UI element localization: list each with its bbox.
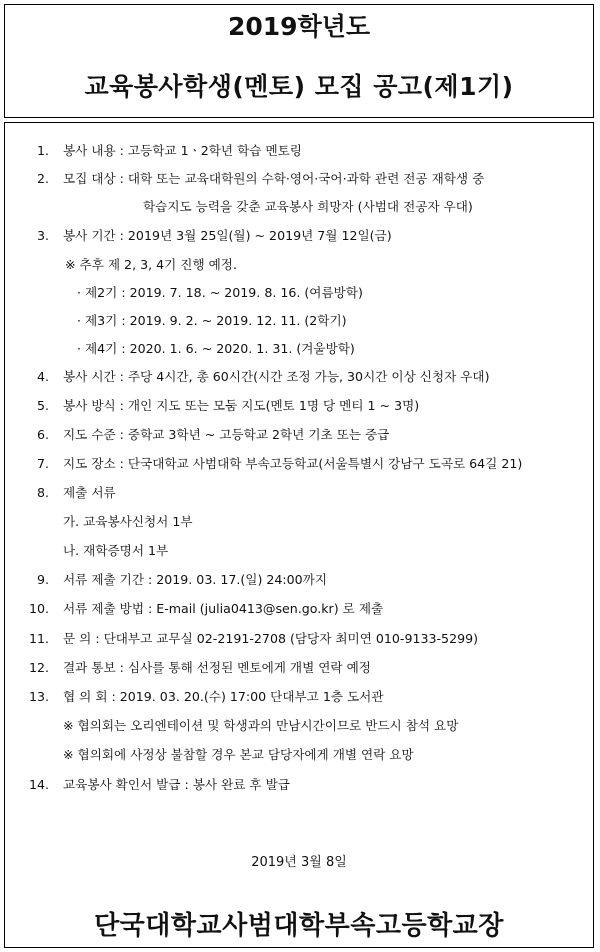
item-number: 14.	[28, 777, 49, 792]
item-text: 문 의 : 단대부고 교무실 02-2191-2708 (담당자 최미연 010-9133-5299)	[63, 631, 479, 646]
main-title: 교육봉사학생(멘토) 모집 공고(제1기)	[84, 72, 514, 101]
item-8-doc-b: 나. 재학증명서 1부	[63, 543, 169, 558]
item-text: 서류 제출 기간 : 2019. 03. 17.(일) 24:00까지	[63, 572, 327, 587]
item-13-note-1: ※ 협의회는 오리엔테이션 및 학생과의 만남시간이므로 반드시 참석 요망	[63, 718, 459, 733]
year-title: 2019학년도	[227, 12, 371, 41]
item-13-note-2: ※ 협의회에 사정상 불참할 경우 본교 담당자에게 개별 연락 요망	[63, 747, 414, 762]
issuer-name: 단국대학교사범대학부속고등학교장	[94, 911, 504, 941]
item-text: 봉사 기간 : 2019년 3월 25일(월) ~ 2019년 7월 12일(금)	[63, 228, 392, 243]
item-text: 협 의 회 : 2019. 03. 20.(수) 17:00 단대부고 1층 도서관	[63, 689, 384, 704]
item-number: 9.	[36, 572, 49, 587]
item-number: 12.	[28, 660, 49, 675]
item-number: 8.	[36, 485, 49, 500]
body-box	[4, 122, 594, 948]
item-text: 제출 서류	[63, 485, 116, 500]
header-box	[4, 4, 594, 118]
item-text: 봉사 내용 : 고등학교 1ㆍ2학년 학습 멘토링	[63, 143, 302, 158]
item-text: 지도 장소 : 단국대학교 사범대학 부속고등학교(서울특별시 강남구 도곡로 64길 21)	[63, 456, 523, 471]
item-number: 5.	[36, 398, 49, 413]
item-text: 결과 통보 : 심사를 통해 선정된 멘토에게 개별 연락 예정	[63, 660, 371, 675]
item-text: 모집 대상 : 대학 또는 교육대학원의 수학·영어·국어·과학 관련 전공 재학생 중	[63, 171, 485, 186]
item-text: 봉사 시간 : 주당 4시간, 총 60시간(시간 조정 가능, 30시간 이상 신청자 우대)	[63, 369, 490, 384]
item-8-doc-a: 가. 교육봉사신청서 1부	[63, 514, 193, 529]
item-number: 1.	[36, 143, 49, 158]
item-2-continued: 학습지도 능력을 갖춘 교육봉사 희망자 (사범대 전공자 우대)	[143, 199, 473, 214]
item-text: 지도 수준 : 중학교 3학년 ~ 고등학교 2학년 기초 또는 중급	[63, 427, 390, 442]
item-number: 7.	[36, 456, 49, 471]
item-text: 봉사 방식 : 개인 지도 또는 모둠 지도(멘토 1명 당 멘티 1 ~ 3명)	[63, 398, 420, 413]
item-number: 3.	[36, 228, 49, 243]
item-text: 서류 제출 방법 : E-mail (julia0413@sen.go.kr) 로 제출	[63, 601, 384, 616]
item-number: 6.	[36, 427, 49, 442]
item-number: 11.	[28, 631, 49, 646]
item-3-term-4: · 제4기 : 2020. 1. 6. ~ 2020. 1. 31. (겨울방학)	[77, 341, 355, 356]
item-number: 10.	[28, 601, 49, 616]
item-number: 13.	[28, 689, 49, 704]
item-3-note: ※ 추후 제 2, 3, 4기 진행 예정.	[65, 257, 237, 272]
item-text: 교육봉사 확인서 발급 : 봉사 완료 후 발급	[63, 777, 290, 792]
notice-date: 2019년 3월 8일	[251, 855, 347, 870]
item-3-term-2: · 제2기 : 2019. 7. 18. ~ 2019. 8. 16. (여름방학)	[77, 285, 363, 300]
item-number: 4.	[36, 369, 49, 384]
item-3-term-3: · 제3기 : 2019. 9. 2. ~ 2019. 12. 11. (2학기)	[77, 313, 347, 328]
item-number: 2.	[36, 171, 49, 186]
